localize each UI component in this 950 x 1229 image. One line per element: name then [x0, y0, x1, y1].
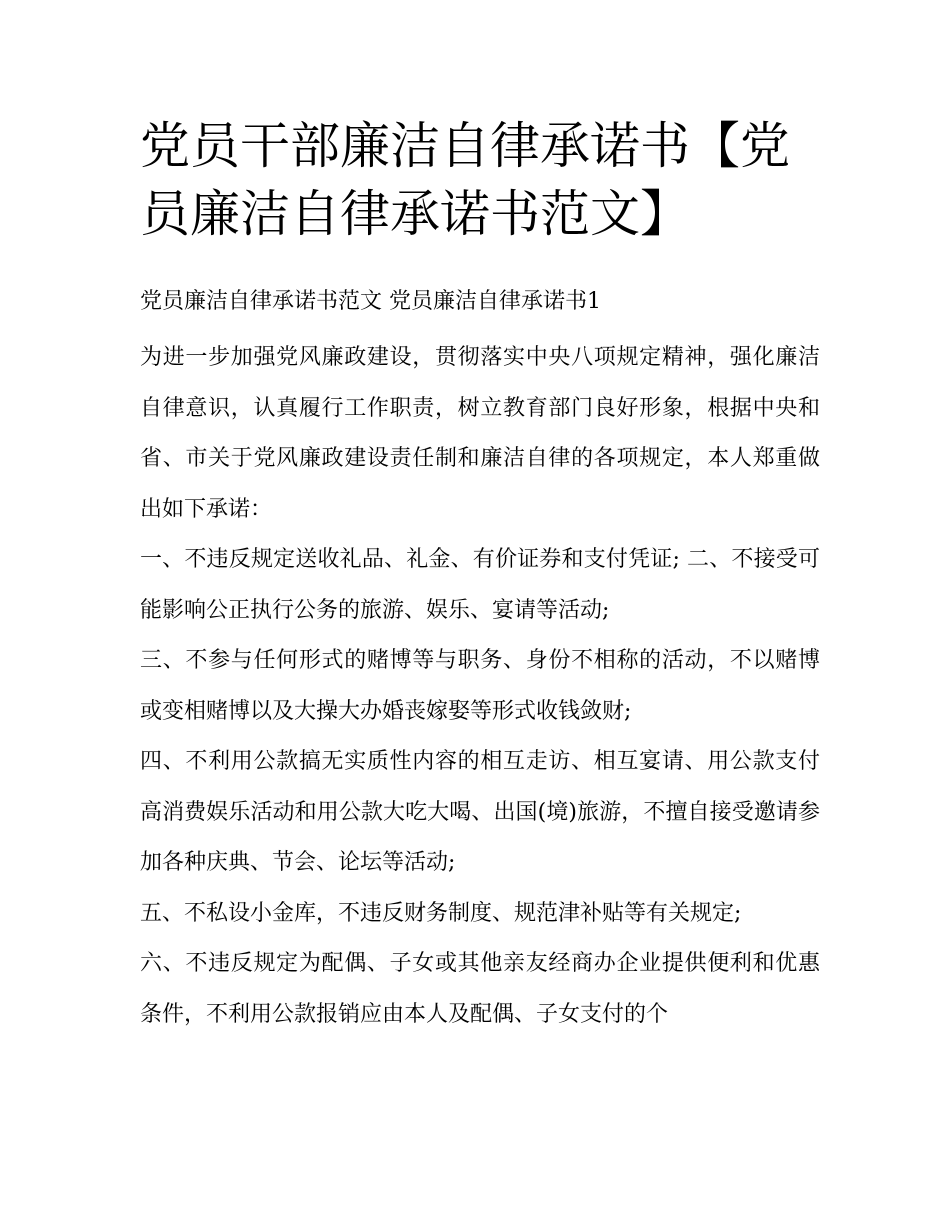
- paragraph-item-1-2: 一、不违反规定送收礼品、礼金、有价证券和支付凭证; 二、不接受可能影响公正执行公务的旅游、娱乐、宴请等活动;: [140, 547, 820, 623]
- paragraph-intro: 为进一步加强党风廉政建设，贯彻落实中央八项规定精神，强化廉洁自律意识，认真履行工作职责，树立教育部门良好形象，根据中央和省、市关于党风廉政建设责任制和廉洁自律的各项规定，本人郑重做出如下承诺：: [140, 345, 820, 522]
- document-title: 党员干部廉洁自律承诺书【党员廉洁自律承诺书范文】: [140, 117, 790, 243]
- document-subtitle: 党员廉洁自律承诺书范文 党员廉洁自律承诺书1: [140, 289, 601, 314]
- paragraph-item-3: 三、不参与任何形式的赌博等与职务、身份不相称的活动，不以赌博或变相赌博以及大操大办婚丧嫁娶等形式收钱敛财;: [140, 648, 820, 724]
- paragraph-item-4: 四、不利用公款搞无实质性内容的相互走访、相互宴请、用公款支付高消费娱乐活动和用公款大吃大喝、出国(境)旅游，不擅自接受邀请参加各种庆典、节会、论坛等活动;: [140, 749, 820, 875]
- paragraph-item-5: 五、不私设小金库，不违反财务制度、规范津补贴等有关规定;: [140, 900, 742, 926]
- paragraph-item-6: 六、不违反规定为配偶、子女或其他亲友经商办企业提供便利和优惠条件，不利用公款报销应由本人及配偶、子女支付的个: [140, 951, 820, 1027]
- document-body: [140, 333, 820, 1040]
